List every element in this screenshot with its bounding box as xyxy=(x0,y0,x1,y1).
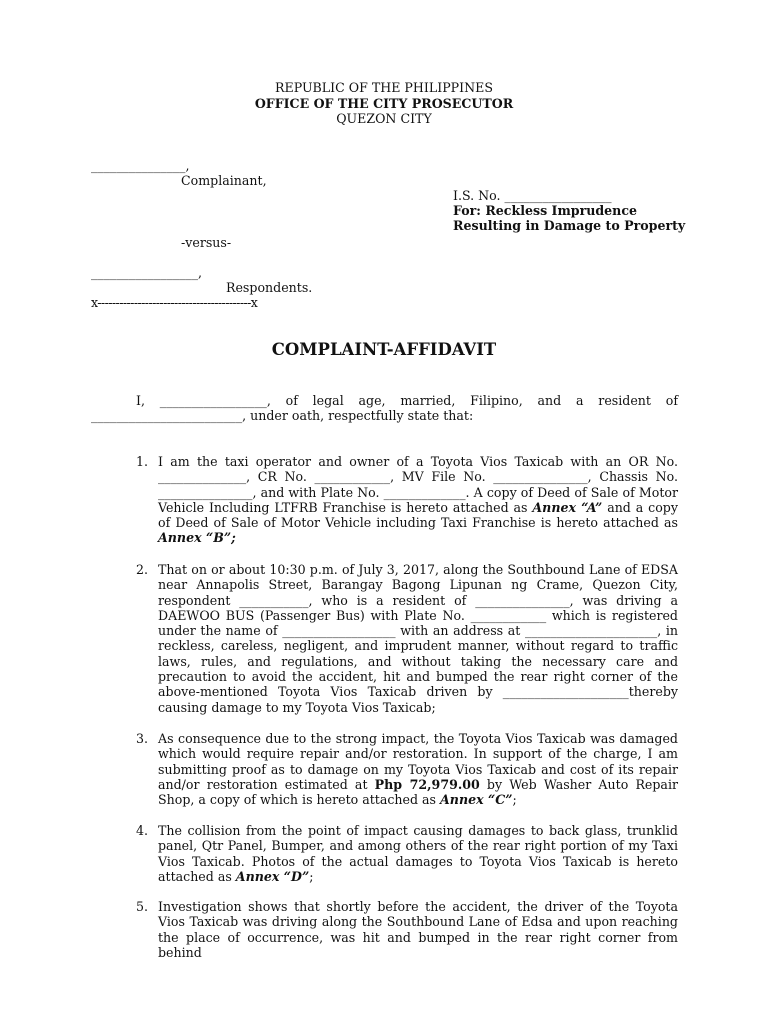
respondent-blank: _________________, xyxy=(91,265,203,280)
estimate-amount: Php 72,979.00 xyxy=(374,776,480,792)
paragraph-text: ; xyxy=(309,868,314,884)
paragraph-1 xyxy=(136,454,678,546)
paragraph-5 xyxy=(136,899,678,960)
paragraph-text: and a copy of Deed of Sale of Motor Vehicle including Taxi Franchise is hereto attached as xyxy=(158,499,678,531)
offense-line-1: For: Reckless Imprudence xyxy=(453,203,638,218)
complainant-label: Complainant, xyxy=(181,173,267,188)
annex-a: Annex “A” xyxy=(532,499,603,515)
paragraph-4 xyxy=(136,823,678,884)
paragraph-text: The collision from the point of impact causing damages to back glass, trunklid panel, Qtr Panel, Bumper, and among others of the rear right portion of my Taxi Vios Taxicab. Photos of the actual damages to Toyota Vios Taxicab is hereto attached as xyxy=(158,823,678,884)
is-number: I.S. No. _________________ xyxy=(453,188,612,203)
document-title: COMPLAINT-AFFIDAVIT xyxy=(271,340,497,359)
paragraph-number: 1. xyxy=(136,454,149,469)
paragraph-number: 2. xyxy=(136,562,149,577)
complainant-blank: _______________, xyxy=(91,158,190,173)
paragraph-number: 3. xyxy=(136,731,149,746)
paragraph-number: 4. xyxy=(136,823,149,838)
respondent-label: Respondents. xyxy=(226,280,313,295)
header-city: QUEZON CITY xyxy=(336,111,432,126)
paragraph-2 xyxy=(136,562,678,715)
annex-b: Annex “B”; xyxy=(158,530,236,546)
paragraph-text: As consequence due to the strong impact, the Toyota Vios Taxicab was damaged which would require repair and/or restoration. In support of the charge, I am submitting proof as to damage on my Toyota Vios Taxicab and cost of its repair and/or restoration estimated at xyxy=(158,731,678,792)
paragraph-3 xyxy=(136,731,678,807)
paragraph-text: ; xyxy=(512,792,517,808)
intro-line-1: I, _________________, of legal age, married, Filipino, and a resident of xyxy=(136,393,678,408)
paragraph-text: I am the taxi operator and owner of a Toyota Vios Taxicab with an OR No. ______________, CR No. ____________, MV File No. _______________, Chassis No. _______________, and with Plate No. _____________. A copy of Deed of Sale of Motor Vehicle Including LTFRB Franchise is hereto attached as xyxy=(158,454,678,515)
paragraph-text: Investigation shows that shortly before the accident, the driver of the Toyota Vios Taxicab was driving along the Southbound Lane of Edsa and upon reaching the place of occurrence, was hit and bumped in the rear right corner from behind xyxy=(158,899,678,960)
offense-line-2: Resulting in Damage to Property xyxy=(453,218,686,233)
paragraph-number: 5. xyxy=(136,899,149,914)
header-office: OFFICE OF THE CITY PROSECUTOR xyxy=(254,96,514,111)
caption-separator: x------------------------------------------x xyxy=(91,295,258,310)
paragraph-text: by Web Washer Auto Repair Shop, a copy of which is hereto attached as xyxy=(158,776,678,808)
intro-line-2: ________________________, under oath, respectfully state that: xyxy=(91,408,474,423)
annex-c: Annex “C” xyxy=(440,792,513,808)
paragraph-text: That on or about 10:30 p.m. of July 3, 2017, along the Southbound Lane of EDSA near Annapolis Street, Barangay Bagong Lipunan ng Crame, Quezon City, respondent ___________, who is a resident of _______________, was driving a DAEWOO BUS (Passenger Bus) with Plate No. ____________ which is registered under the name of __________________ with an address at _____________________, in reckless, careless, negligent, and imprudent manner, without regard to traffic laws, rules, and regulations, and without taking the necessary care and precaution to avoid the accident, hit and bumped the rear right corner of the above-mentioned Toyota Vios Taxicab driven by ____________________thereby causing damage to my Toyota Vios Taxicab; xyxy=(158,562,678,715)
annex-d: Annex “D” xyxy=(235,868,310,884)
versus-label: -versus- xyxy=(181,235,232,250)
header-republic: REPUBLIC OF THE PHILIPPINES xyxy=(275,80,493,95)
